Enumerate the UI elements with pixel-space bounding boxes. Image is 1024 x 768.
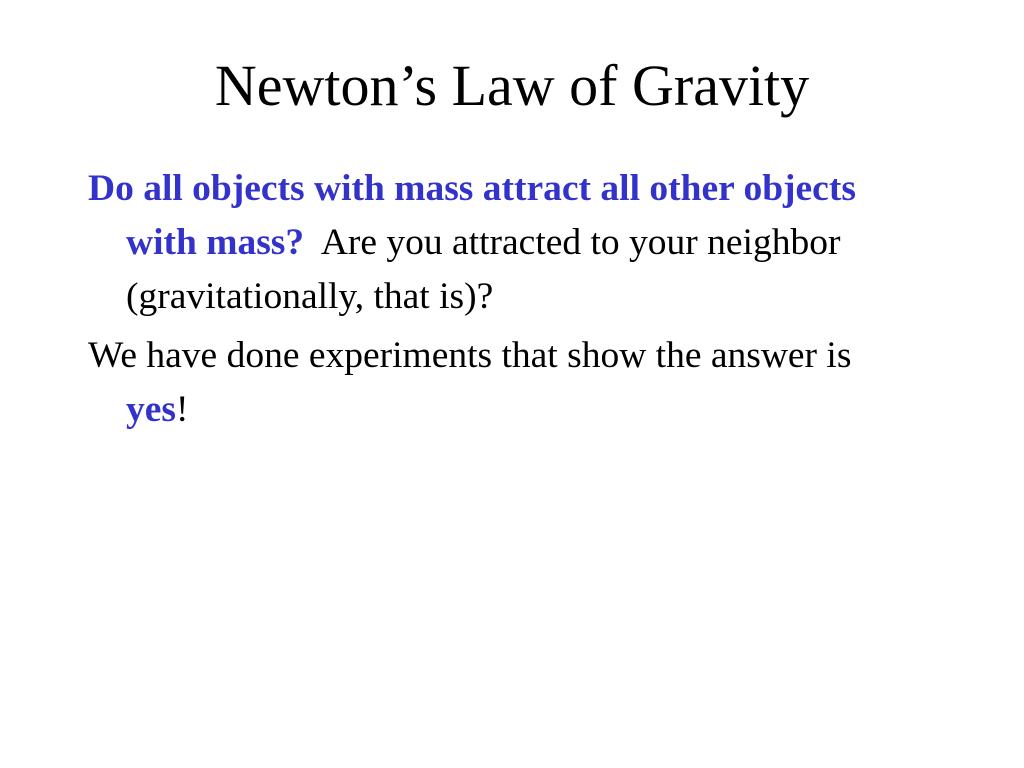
bullet-answer-text: We have done experiments that show the answer is — [88, 335, 852, 376]
bullet-question-emphasis: Do all objects with mass attract all other objects with mass? — [88, 168, 856, 263]
bullet-question-separator — [304, 222, 321, 263]
slide-body — [88, 162, 908, 442]
bullet-question-text: Are you attracted to your neighbor (gravitationally, that is)? — [126, 222, 841, 317]
bullet-answer-suffix: ! — [176, 389, 189, 430]
slide-title: Newton’s Law of Gravity — [214, 53, 810, 118]
bullet-question — [88, 162, 908, 324]
bullet-answer — [88, 329, 908, 437]
bullet-answer-emphasis: yes — [126, 389, 176, 430]
